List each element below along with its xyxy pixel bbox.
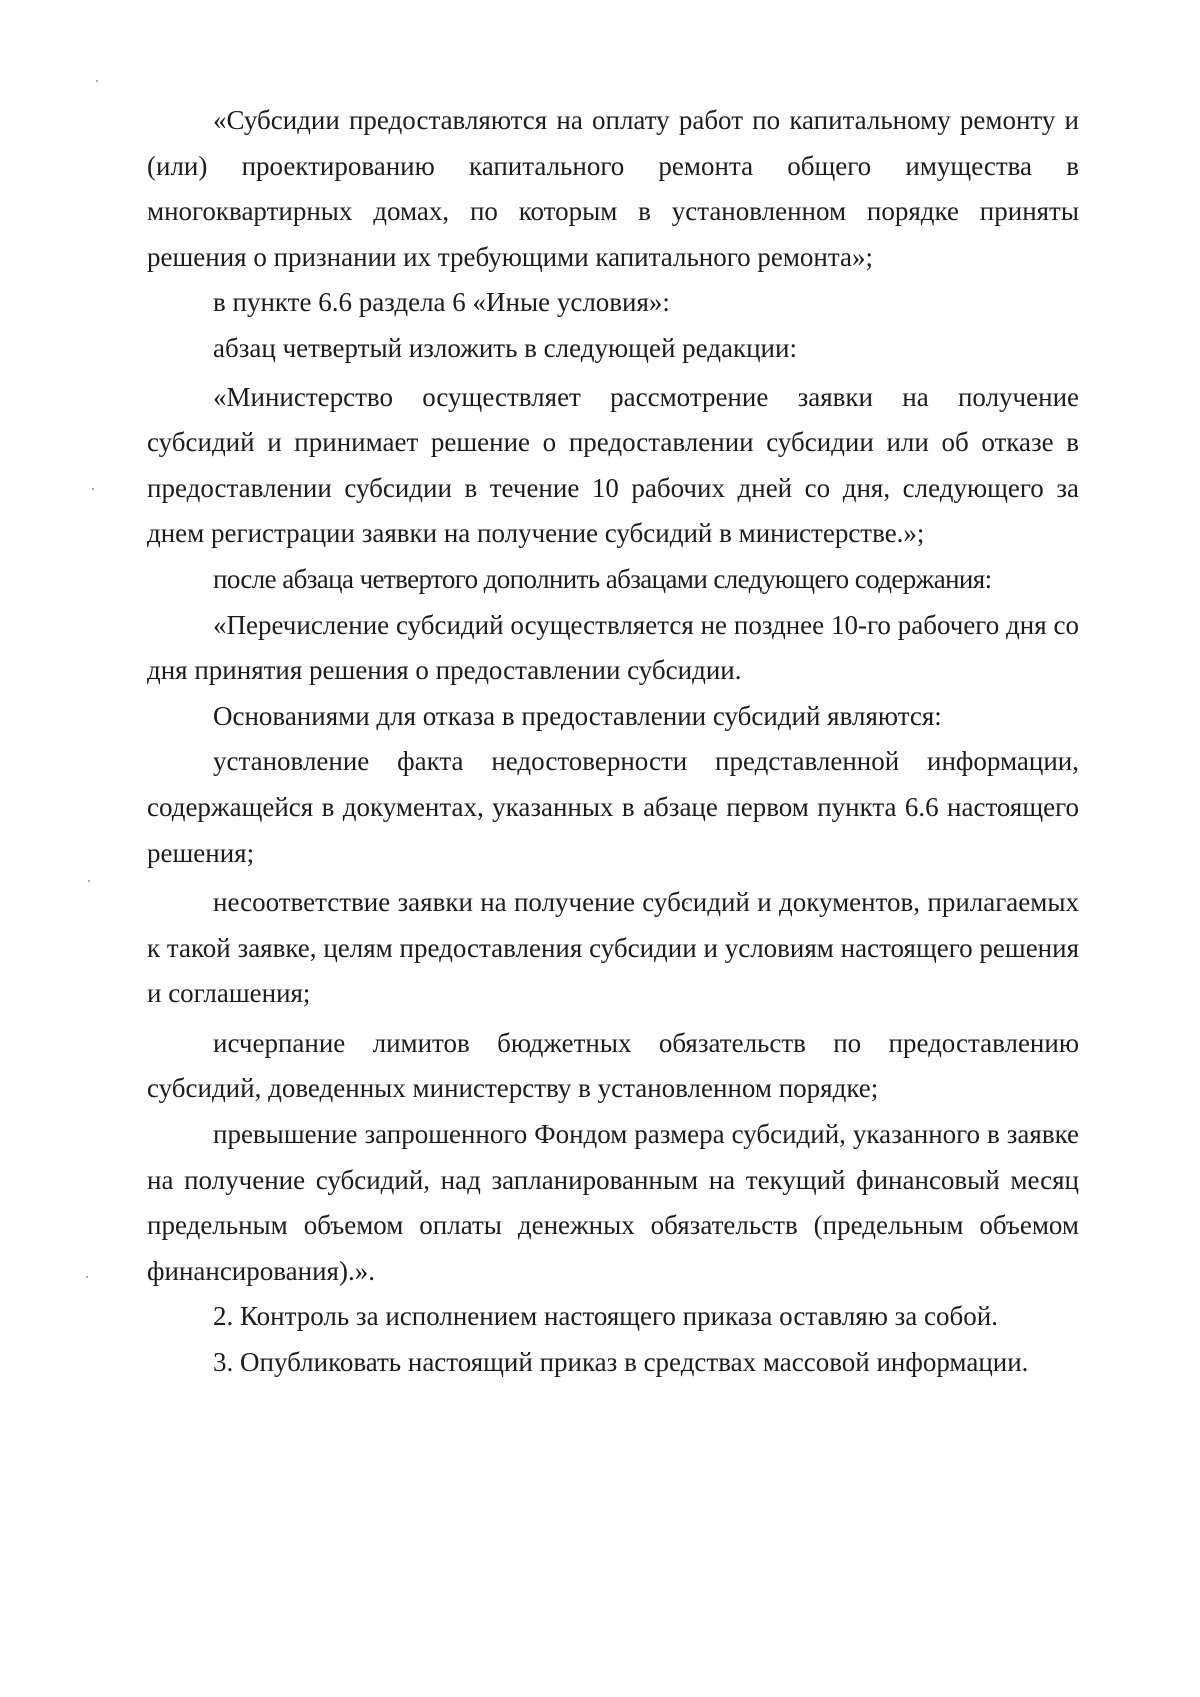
scan-speck (96, 80, 98, 82)
paragraph-ground-unreliable-info: установление факта недостоверности представленной информации, содержащейся в документах, указанных в абзаце первом пункта 6.6 настоящего решения; (147, 746, 1079, 868)
paragraph-refusal-grounds: Основаниями для отказа в предоставлении субсидий являются: (213, 700, 942, 731)
paragraph-transfer-deadline: «Перечисление субсидий осуществляется не позднее 10-го рабочего дня со дня принятия решения о предоставлении субсидии. (147, 609, 1079, 686)
scan-speck (86, 1276, 88, 1278)
paragraph-fourth-abzac-intro: абзац четвертый изложить в следующей редакции: (213, 332, 797, 363)
paragraph-ground-noncompliance: несоответствие заявки на получение субсидий и документов, прилагаемых к такой заявке, целям предоставления субсидии и условиям настоящего решения и соглашения; (147, 887, 1079, 1009)
paragraph-point-6-6-intro: в пункте 6.6 раздела 6 «Иные условия»: (213, 287, 670, 318)
paragraph-publish: 3. Опубликовать настоящий приказ в средствах массовой информации. (213, 1347, 1029, 1378)
scan-speck (92, 488, 94, 490)
paragraph-control: 2. Контроль за исполнением настоящего приказа оставляю за собой. (213, 1301, 998, 1332)
scan-speck (88, 880, 90, 882)
paragraph-subsidy-purpose: «Субсидии предоставляются на оплату работ по капитальному ремонту и (или) проектированию капитального ремонта общего имущества в многоквартирных домах, по которым в установленном порядке приняты решения о признании их требующими капитального ремонта»; (147, 105, 1079, 272)
paragraph-ministry-review: «Министерство осуществляет рассмотрение заявки на получение субсидий и принимает решение о предоставлении субсидии или об отказе в предоставлении субсидии в течение 10 рабочих дней со дня, следующего за днем регистрации заявки на получение субсидий в министерстве.»; (147, 381, 1079, 549)
paragraph-ground-limits-exhausted: исчерпание лимитов бюджетных обязательств по предоставлению субсидий, доведенных министерству в установленном порядке; (147, 1027, 1079, 1104)
paragraph-ground-excess: превышение запрошенного Фондом размера субсидий, указанного в заявке на получение субсидий, над запланированным на текущий финансовый месяц предельным объемом оплаты денежных обязательств (предельным объемом финансирования).». (147, 1119, 1079, 1286)
paragraph-add-abzacs-intro: после абзаца четвертого дополнить абзацами следующего содержания: (213, 563, 992, 594)
document-body (147, 98, 1079, 1386)
